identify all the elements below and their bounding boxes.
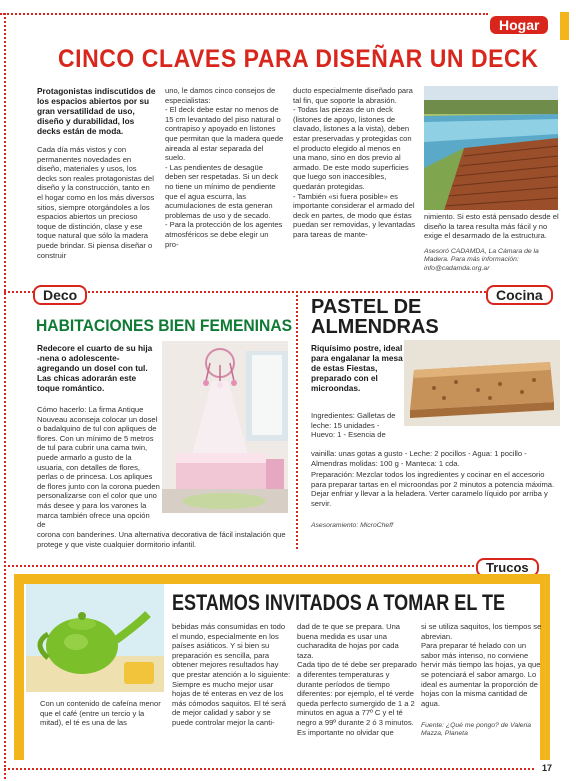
footer-rule [4, 768, 534, 770]
hogar-title: CINCO CLAVES PARA DISEÑAR UN DECK [58, 45, 539, 73]
almond-cake-photo [404, 340, 560, 426]
trucos-col1: Con un contenido de cafeína menor que el café (entre un tercio y la mitad), el té es una de las [40, 699, 161, 728]
hogar-col1: Cada día más vistos y con permanentes novedades en diseño, materiales y usos, los decks son reales protagonistas del diseño y la construcción, tanto en el hogar como en los más diversos sitios, siempre otorgándoles a los espacios abiertos un precioso toque de distinción, clase y ese toque natural que sólo la madera puede brindar. Si piensa diseñar o construir [37, 145, 155, 260]
deco-lead: Redecore el cuarto de su hija -nena o adolescente- agregando un dosel con tul. Las chicas adorarán este toque romántico. [37, 343, 153, 393]
ingredients-text: Ingredientes: Galletas de leche: 15 unidades - Huevo: 1 - Esencia de [311, 411, 396, 440]
hogar-col3: ducto especialmente diseñado para tal fin, que soporte la abrasión. - Todas las piezas de un deck (listones de apoyo, listones de clavado, listones a la vista), deben estar preservadas y protegidas con el producto elegido al menos en una mano, sino en dos previo al armado. De este modo superficies que luego son inaccesibles, quedarán protegidas. - También «si fuera posible» es importante considerar el armado del deck en partes, de modo que éstas puedan ser removidas, y levantadas para tareas de mante- [293, 86, 415, 239]
trucos-col4: si se utiliza saquitos, los tiempos se abrevian. Para preparar té helado con un sabor más intenso, no conviene hervir más tiempo las hojas, ya que se potenciará el sabor amargo. Lo ideal es aumentar la proporción de hojas con la misma cantidad de agua. [421, 622, 542, 708]
cocina-section-tag: Cocina [486, 285, 553, 305]
hogar-lead: Protagonistas indiscutidos de los espacios abiertos por su gran versatilidad de uso, diseño y durabilidad, los decks están de moda. [37, 86, 156, 136]
corner-accent [560, 12, 569, 40]
cocina-preparation: Preparación: Mezclar todos los ingredientes y cocinar en el accesorio para preparar tartas en el microondas por 2 minutos a potencia máxima. Dejar enfriar y llevar a la heladera. Verter caramelo líquido por arriba y servir. [311, 470, 555, 508]
deco-title: HABITACIONES BIEN FEMENINAS [36, 316, 293, 335]
deco-body-narrow: Cómo hacerlo: La firma Antique Nouveau aconseja colocar un dosel o badalquino de tul con apliques de flores. Con un mínimo de 5 metros de tul para cubrir una cama twin, puede armarlo a gusto de la usuaria, con detalles de flores, perlas o de princesa. Los apliques de flores junto con la corona pueden personalizarse con el color que uno más desee y para los varones la marca también ofrece una opción de [37, 405, 160, 530]
deco-section-tag: Deco [33, 285, 87, 305]
cocina-title-line2: ALMENDRAS [311, 316, 439, 338]
hogar-top-rule [0, 13, 488, 15]
cocina-title [311, 297, 439, 337]
hogar-credit: Asesoró CADAMDA, La Cámara de la Madera. Para más información: info@cadamda.org.ar [424, 248, 539, 272]
trucos-top-rule [4, 565, 474, 567]
hogar-col4: nimiento. Si esto está pensado desde el diseño la tarea resulta más fácil y no exige el desarmado de la estructura. [424, 212, 559, 241]
trucos-title: ESTAMOS INVITADOS A TOMAR EL TE [172, 590, 506, 615]
cocina-title-line1: PASTEL DE [311, 296, 422, 318]
deco-body-wide: corona con banderines. Una alternativa decorativa de fácil instalación que protege y que viste cualquier dormitorio infantil. [37, 530, 286, 549]
trucos-credit: Fuente: ¿Qué me pongo? de Valeria Mazza, Planeta [421, 722, 532, 738]
hogar-col2: uno, le damos cinco consejos de especialistas: - El deck debe estar no menos de 15 cm levantado del piso natural o contrapiso y apoyado en listones que permitan que la madera quede aireada al estar separada del suelo. - Las pendientes de desagüe deben ser respetadas. Si un deck no tiene un mínimo de pendiente que el agua escurra, las acumulaciones de esta generan problemas de uso y de secado. - Para la protección de los agentes atmosféricos se debe elegir un pro- [165, 86, 284, 249]
cocina-top-rule [296, 291, 486, 293]
cocina-credit: Asesoramiento: MicroCheff [311, 522, 393, 529]
trucos-section-tag: Trucos [476, 558, 539, 577]
cocina-ingredients-narrow [311, 411, 401, 440]
cocina-lead: Riquísimo postre, ideal para engalanar la mesa de estas Fiestas, preparado con el microondas. [311, 343, 403, 393]
trucos-col3: dad de te que se prepara. Una buena medida es usar una cucharadita de hojas por cada taza. Cada tipo de té debe ser preparado a diferentes temperaturas y durante períodos de tiempo diferentes: por ejemplo, el té verde queda perfecto sumergido de 1 a 2 minutos en agua a 77º C y el té negro a 99º durante 2 ó 3 minutos. Es importante no olvidar que [297, 622, 417, 737]
trucos-col2: bebidas más consumidas en todo el mundo, especialmente en los países asiáticos. Y si bien su preparación es sencilla, para obtener mejores resultados hay que prestar atención a lo siguiente: Siempre es mucho mejor usar hojas de té enteras en vez de los más cómodos saquitos. El té será de mejor calidad y sabor y se puede controlar mejor la canti- [172, 622, 291, 727]
bedroom-photo [162, 341, 288, 513]
teapot-photo [26, 584, 164, 692]
page-number: 17 [542, 763, 553, 773]
deco-right-rule [296, 291, 298, 549]
cocina-ingredients-wide: vainilla: unas gotas a gusto - Leche: 2 pocillos - Agua: 1 pocillo - Almendras molidas: 100 g - Manteca: 1 cda. [311, 449, 527, 468]
hogar-left-rule [4, 13, 6, 781]
deck-photo [424, 86, 558, 210]
hogar-section-tag: Hogar [490, 16, 548, 34]
